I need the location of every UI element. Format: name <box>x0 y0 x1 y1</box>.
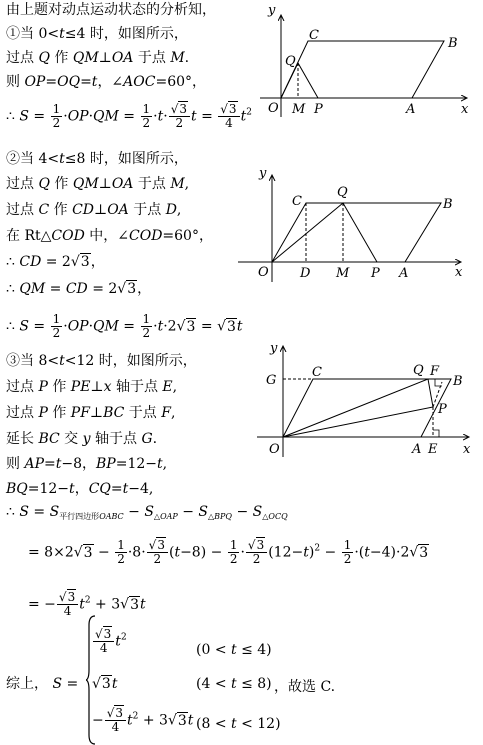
case1-formula: ∴ S = $\frac{1}{2}$ ·OP·QM = $\frac{1}{2}$ ·t· $\frac{√3}{2}$ t = $\frac{√3}{4}$ $t^2$ <box>6 102 252 130</box>
figure-3 <box>255 340 477 460</box>
figure-2 <box>236 165 471 285</box>
fig3-label-O: O <box>269 442 280 457</box>
case3-formula3: = − $\frac{√3}{4}$ $t^2 + 3√3t$ <box>28 590 146 618</box>
fig2-label-B: B <box>443 197 453 212</box>
fig2-label-Q: Q <box>337 185 348 200</box>
fig3-label-x: x <box>463 442 471 457</box>
fig1-label-B: B <box>448 36 458 51</box>
summary-conclusion: ，故选 C. <box>274 679 336 695</box>
fig2-label-M: M <box>336 266 350 281</box>
fig2-label-O: O <box>258 265 269 280</box>
fig2-label-y: y <box>259 166 267 181</box>
summary-row1-expr: $\frac{√3}{4}$ $t^2$ <box>95 627 127 655</box>
fig3-label-E: E <box>428 442 438 457</box>
fig2-label-x: x <box>455 265 463 280</box>
summary-prefix: 综上， S = <box>6 676 79 692</box>
fig1-label-A: A <box>406 102 416 117</box>
case3-line2: 过点 P 作 PF⊥BC 于点 F, <box>6 405 176 421</box>
case3-formula1: ∴ $S = S_{平行四边形OABC} - S_{\triangle OAP} - S_{\triangle BPQ} - S_{\triangle OCQ}$ <box>6 504 288 521</box>
fig3-label-Q: Q <box>413 363 424 378</box>
summary-row3-expr: − $\frac{√3}{4}$ $t^2 + 3√3t$ <box>92 706 194 734</box>
fig1-label-x: x <box>461 102 469 117</box>
summary-row1-cond: (0 < t ≤ 4) <box>196 642 272 658</box>
case1-line2: 则 OP=OQ=t，∠AOC=60°， <box>6 74 207 90</box>
case3-line3: 延长 BC 交 y 轴于点 G. <box>6 431 158 447</box>
summary-row2-expr: √3t <box>92 676 118 692</box>
case2-line4: ∴ CD = 2√3， <box>6 254 105 270</box>
case1-line1: 过点 Q 作 QM⊥OA 于点 M. <box>6 50 190 66</box>
fig3-label-B: B <box>453 374 463 389</box>
case3-line4: 则 AP=t−8，BP=12−t, <box>6 456 168 472</box>
fig3-label-y: y <box>270 341 278 356</box>
case3-line1: 过点 P 作 PE⊥x 轴于点 E, <box>6 379 178 395</box>
fig3-label-G: G <box>266 373 277 388</box>
fig1-label-M: M <box>292 102 306 117</box>
summary-row3-cond: (8 < t < 12) <box>196 716 281 732</box>
summary-row2-cond: (4 < t ≤ 8) <box>196 676 272 692</box>
case3-heading: ③当 8<t<12 时，如图所示， <box>6 353 197 369</box>
fig3-label-F: F <box>430 364 440 379</box>
fig3-label-A: A <box>412 442 422 457</box>
case3-line5: BQ=12−t，CQ=t−4, <box>6 481 154 497</box>
case2-formula: ∴ S = $\frac{1}{2}$ ·OP·QM = $\frac{1}{2}$ ·t·2√3 = √3t <box>6 312 243 340</box>
intro-text: 由上题对动点运动状态的分析知， <box>6 2 216 18</box>
fig1-label-P: P <box>314 102 323 117</box>
case3-formula2: = 8×2√3 − $\frac{1}{2}$ ·8· $\frac{√3}{2}$ (t−8) − $\frac{1}{2}$ · $\frac{√3}{2}$ $(12-t)^2$ − $\frac{1}{2}$ ·(t−4)·2√3 <box>28 538 429 566</box>
case2-line5: ∴ QM = CD = 2√3， <box>6 281 152 297</box>
case2-heading: ②当 4<t≤8 时，如图所示， <box>6 151 188 167</box>
fig2-label-A: A <box>399 266 409 281</box>
fig1-label-y: y <box>268 5 276 18</box>
case2-line2: 过点 C 作 CD⊥OA 于点 D, <box>6 202 182 218</box>
fig2-label-P: P <box>371 266 380 281</box>
fig1-label-O: O <box>268 101 279 116</box>
fig1-label-C: C <box>309 28 319 43</box>
fig3-label-C: C <box>312 365 322 380</box>
fig1-label-Q: Q <box>285 54 296 69</box>
case2-line3: 在 Rt△COD 中，∠COD=60°， <box>6 228 213 244</box>
fig2-label-C: C <box>292 194 302 209</box>
case2-line1: 过点 Q 作 QM⊥OA 于点 M, <box>6 176 190 192</box>
fig3-label-P: P <box>438 402 447 417</box>
figure-1 <box>255 5 475 120</box>
fig2-label-D: D <box>300 266 311 281</box>
case1-heading: ①当 0<t≤4 时，如图所示， <box>6 26 188 42</box>
